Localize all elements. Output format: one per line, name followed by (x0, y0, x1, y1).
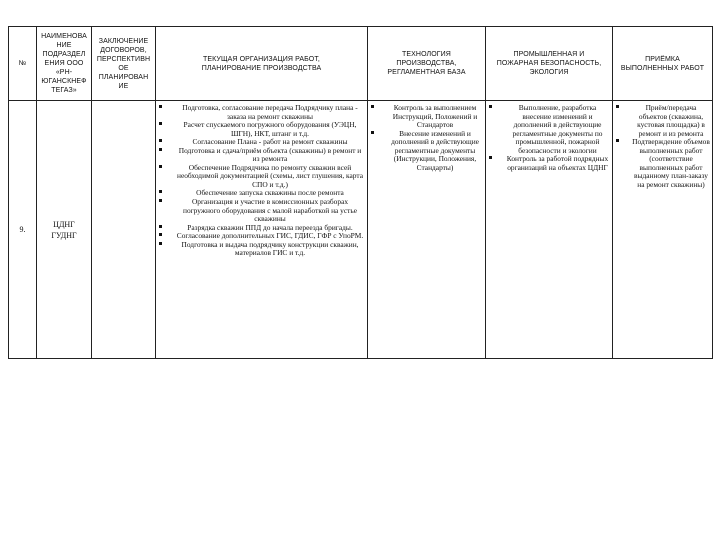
list-item (156, 104, 365, 121)
bullet-icon (159, 165, 162, 168)
header-subdivision: НАИМЕНОВА НИЕ ПОДРАЗДЕЛ ЕНИЯ ООО «РН- ЮГАНСКНЕФ ТЕГАЗ» (37, 27, 92, 101)
bullet-icon (159, 199, 162, 202)
list-item-text: Согласование дополнительных ГИС, ГДИС, ГФР с УпоРМ. (176, 231, 364, 241)
list-item (613, 104, 710, 138)
header-technology: ТЕХНОЛОГИЯ ПРОИЗВОДСТВА, РЕГЛАМЕНТНАЯ БАЗА (368, 27, 486, 101)
row-acceptance-cell (613, 101, 713, 359)
list-item-text: Организация и участие в комиссионных разборах погружного оборудования с малой наработкой на устье скважины (182, 197, 358, 224)
technology-list (368, 101, 485, 174)
bullet-icon (489, 105, 492, 108)
list-item (486, 104, 610, 155)
list-item-text: Подготовка и выдача подрядчику конструкции скважин, материалов ГИС и т.д. (181, 239, 359, 258)
row-technology-cell (368, 101, 486, 359)
list-item-text: Внесение изменений и дополнений в действующие регламентные документы (Инструкции, Положения, Стандарты) (391, 128, 479, 172)
list-item-text: Согласование Плана - работ на ремонт скважины (192, 137, 348, 147)
bullet-icon (159, 242, 162, 245)
list-item-text: Обеспечение запуска скважины после ремонта (196, 188, 344, 198)
list-item (156, 147, 365, 164)
list-item (156, 164, 365, 190)
list-item-text: Подготовка, согласование передача Подрядчику плана - заказа на ремонт скважины (182, 103, 358, 121)
header-number: № (9, 27, 37, 101)
row-safety-cell (486, 101, 613, 359)
bullet-icon (371, 105, 374, 108)
row-contracts-cell (92, 101, 156, 359)
table-row (9, 101, 713, 359)
list-item-text: Подготовка и сдача/приём объекта (скважины) в ремонт и из ремонта (178, 145, 362, 164)
subdivision-line: ЦДНГ (53, 219, 75, 229)
row-number: 9. (9, 101, 37, 359)
list-item (156, 241, 365, 258)
list-item (613, 138, 710, 189)
subdivision-line: ГУДНГ (51, 230, 77, 240)
bullet-icon (159, 105, 162, 108)
bullet-icon (489, 156, 492, 159)
header-row (9, 27, 713, 101)
bullet-icon (159, 148, 162, 151)
bullet-icon (159, 190, 162, 193)
header-current-org: ТЕКУЩАЯ ОРГАНИЗАЦИЯ РАБОТ, ПЛАНИРОВАНИЕ ПРОИЗВОДСТВА (156, 27, 368, 101)
workflow-table (8, 26, 713, 359)
safety-list (486, 101, 612, 174)
list-item-text: Приём/передача объектов (скважина, кустовая площадка) в ремонт и из ремонта (637, 103, 705, 138)
list-item (156, 121, 365, 138)
bullet-icon (371, 131, 374, 134)
current-org-list (156, 101, 367, 260)
list-item-text: Контроль за работой подрядных организаций на объектах ЦДНГ (506, 154, 609, 172)
bullet-icon (616, 105, 619, 108)
list-item-text: Выполнение, разработка внесение изменений и дополнений в действующие регламентные документы по промышленной, пожарной безопасности и экологии (512, 103, 603, 155)
list-item (486, 155, 610, 172)
list-item-text: Контроль за выполнением Инструкций, Положений и Стандартов (392, 103, 478, 130)
bullet-icon (159, 122, 162, 125)
header-safety: ПРОМЫШЛЕННАЯ И ПОЖАРНАЯ БЕЗОПАСНОСТЬ, ЭКОЛОГИЯ (486, 27, 613, 101)
list-item (368, 130, 483, 173)
list-item (368, 104, 483, 130)
bullet-icon (616, 139, 619, 142)
bullet-icon (159, 233, 162, 236)
header-acceptance: ПРИЁМКА ВЫПОЛНЕННЫХ РАБОТ (613, 27, 713, 101)
list-item-text: Расчет спускаемого погружного оборудования (УЭЦН, ШГН), НКТ, штанг и т.д. (183, 120, 357, 138)
acceptance-list (613, 101, 712, 191)
bullet-icon (159, 225, 162, 228)
row-current-org-cell (156, 101, 368, 359)
list-item-text: Разрядка скважин ППД до начала переезда бригады. (187, 222, 353, 232)
list-item (156, 198, 365, 224)
list-item-text: Подтверждение объемов выполненных работ (соответствие выполненных работ выданному план-заказу на ремонт скважины) (632, 137, 710, 189)
header-contracts: ЗАКЛЮЧЕНИЕ ДОГОВОРОВ, ПЕРСПЕКТИВН ОЕ ПЛАНИРОВАН ИЕ (92, 27, 156, 101)
row-subdivision (37, 101, 92, 359)
bullet-icon (159, 139, 162, 142)
list-item-text: Обеспечение Подрядчика по ремонту скважин всей необходимой документацией (схемы, лист глушения, карта СПО и т.д.) (177, 162, 363, 189)
